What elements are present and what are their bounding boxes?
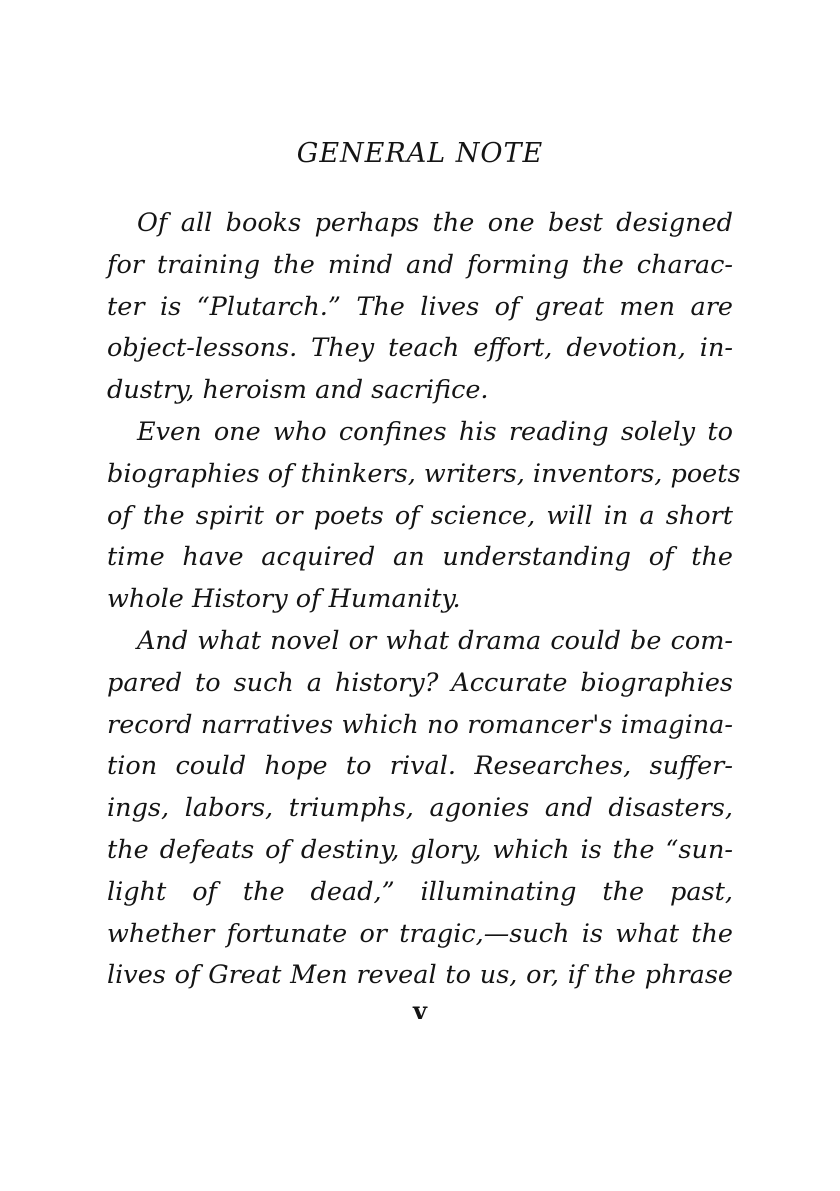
paragraph-2-line: Even one who confines his reading solely to bbox=[137, 416, 733, 447]
page-number: v bbox=[413, 996, 427, 1025]
paragraph-1-line: Of all books perhaps the one best designed bbox=[137, 208, 733, 238]
paragraph-3-line: ings, labors, triumphs, agonies and disasters, bbox=[107, 793, 733, 824]
paragraph-3-line: the defeats of destiny, glory, which is the “sun- bbox=[107, 834, 733, 865]
paragraph-1-line: object-lessons. They teach effort, devotion, in- bbox=[107, 333, 733, 364]
page-title: GENERAL NOTE bbox=[296, 138, 544, 169]
paragraph-3-line: whether fortunate or tragic,—such is what the bbox=[107, 918, 733, 949]
paragraph-3-line: light of the dead,” illuminating the past, bbox=[107, 876, 733, 907]
body-text bbox=[107, 203, 741, 997]
paragraph-3-line: lives of Great Men reveal to us, or, if the phrase bbox=[107, 960, 733, 991]
paragraph-2-line: whole History of Humanity. bbox=[107, 584, 461, 615]
paragraph-3-line: tion could hope to rival. Researches, suffer- bbox=[107, 751, 733, 782]
paragraph-1-line: for training the mind and forming the charac- bbox=[107, 249, 733, 280]
paragraph-1-line: dustry, heroism and sacrifice. bbox=[107, 375, 489, 406]
paragraph-2-line: time have acquired an understanding of the bbox=[107, 542, 733, 573]
paragraph-3-line: record narratives which no romancer's imagina- bbox=[107, 709, 733, 740]
paragraph-2-line: biographies of thinkers, writers, inventors, poets bbox=[107, 458, 741, 489]
paragraph-3-line: And what novel or what drama could be com- bbox=[137, 625, 733, 656]
paragraph-1-line: ter is “Plutarch.” The lives of great men are bbox=[107, 291, 733, 322]
paragraph-2-line: of the spirit or poets of science, will in a short bbox=[107, 500, 733, 531]
paragraph-3-line: pared to such a history? Accurate biographies bbox=[107, 667, 733, 698]
